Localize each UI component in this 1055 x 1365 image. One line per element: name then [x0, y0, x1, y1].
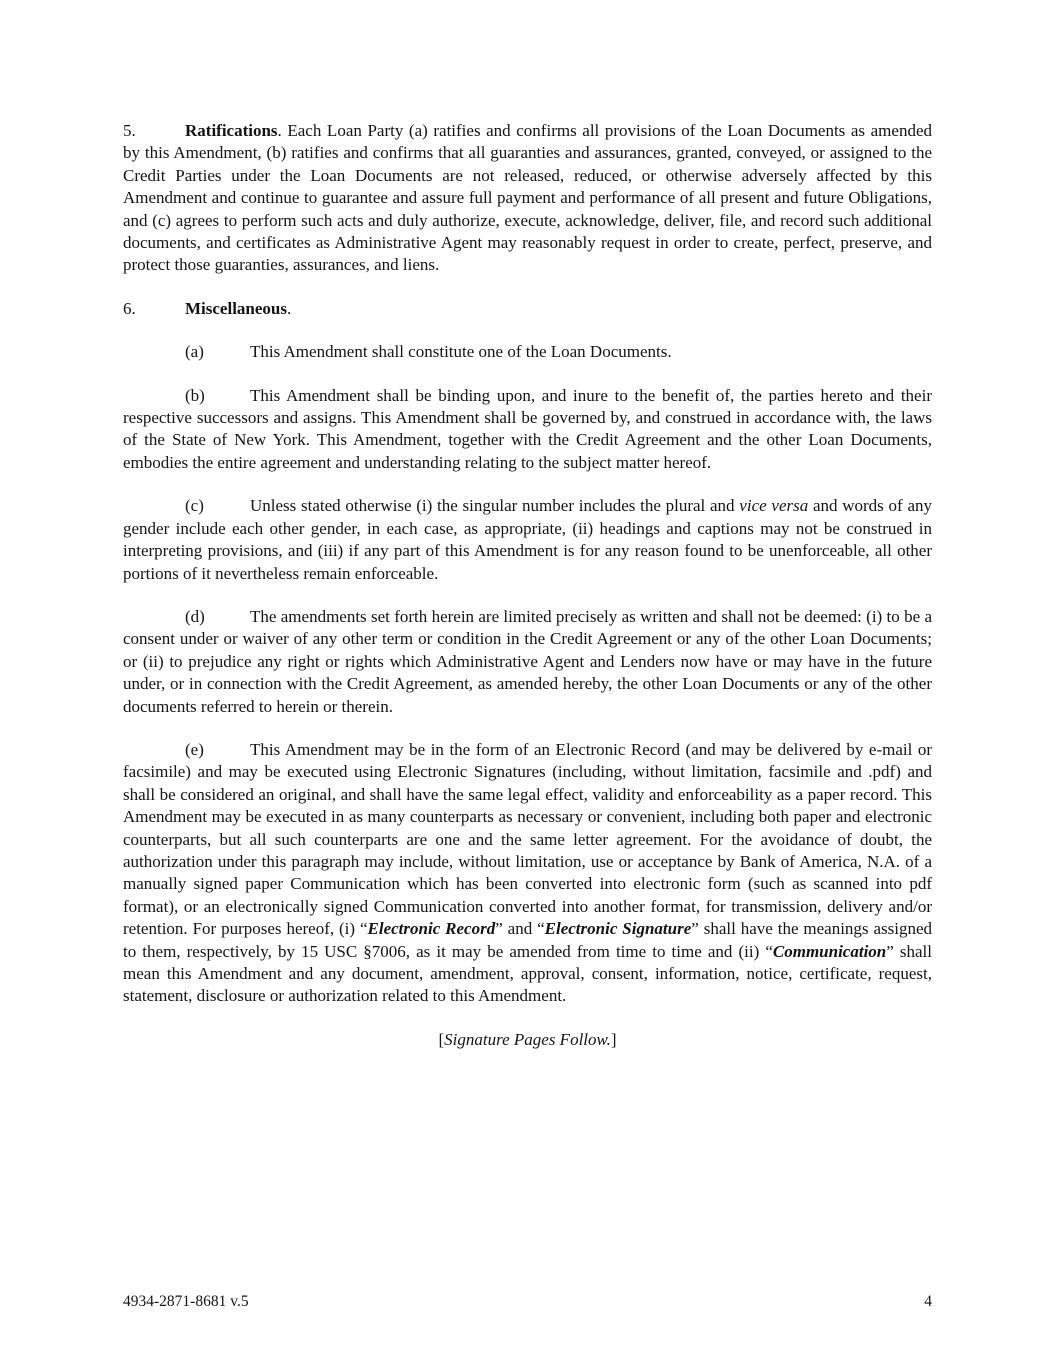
subsection-text: This Amendment shall be binding upon, and inure to the benefit of, the parties hereto and their respective successors and assigns. This Amendment shall be governed by, and construed in accordance with, the laws of the State of New York. This Amendment, together with the Credit Agreement and the other Loan Documents, embodies the entire agreement and understanding relating to the subject matter hereof.: [123, 385, 932, 472]
subsection-b: [123, 385, 932, 475]
subsection-text: Unless stated otherwise (i) the singular number includes the plural and: [250, 496, 740, 516]
page-footer: [123, 1292, 932, 1312]
bracket-close: ]: [610, 1029, 617, 1049]
paragraph-ratifications: [123, 120, 932, 277]
latin-term: vice versa: [739, 496, 809, 516]
defined-term-electronic-signature: Electronic Signature: [544, 919, 692, 939]
subsection-label: (c): [185, 496, 204, 516]
subsection-text: This Amendment may be in the form of an Electronic Record (and may be delivered by e-mail or facsimile) and may be executed using Electronic Signatures (including, without limitation, facsimile and .pdf) and shall be considered an original, and shall have the same legal effect, validity and enforceability as a paper record. This Amendment may be executed in as many counterparts as necessary or convenient, including both paper and electronic counterparts, but all such counterparts are one and the same letter agreement. For the avoidance of doubt, the authorization under this paragraph may include, without limitation, use or acceptance by Bank of America, N.A. of a manually signed paper Communication which has been converted into electronic form (such as scanned into pdf format), or an electronically signed Communication converted into another format, for transmission, delivery and/or retention. For purposes hereof, (i) “: [123, 739, 932, 939]
section-heading-miscellaneous: Miscellaneous: [185, 298, 287, 318]
subsection-label: (d): [185, 606, 205, 626]
subsection-text: ” shall mean this Amendment and any document, amendment, approval, consent, information, notice, certificate, request, statement, disclosure or authorization related to this Amendment.: [123, 941, 933, 1006]
subsection-label: (a): [185, 342, 204, 362]
subsection-d: [123, 606, 932, 718]
subsection-a: [123, 341, 932, 363]
subsection-e: [123, 739, 932, 1008]
footer-doc-id: 4934-2871-8681 v.5: [123, 1293, 249, 1310]
subsection-text: The amendments set forth herein are limited precisely as written and shall not be deemed: (i) to be a consent under or waiver of any other term or condition in the Credit Agreement or any of the other Loan Documents; or (ii) to prejudice any right or rights which Administrative Agent and Lenders now have or may have in the future under, or in connection with the Credit Agreement, as amended hereby, the other Loan Documents or any of the other documents referred to herein or therein.: [123, 606, 932, 716]
subsection-c: [123, 495, 932, 585]
signature-note-text: Signature Pages Follow.: [444, 1029, 611, 1049]
subsection-text: This Amendment shall constitute one of the Loan Documents.: [250, 342, 672, 362]
subsection-text: and words of any gender include each other gender, in each case, as appropriate, (ii) headings and captions may not be construed in interpreting provisions, and (iii) if any part of this Amendment is for any reason found to be unenforceable, all other portions of it nevertheless remain enforceable.: [123, 496, 932, 583]
paragraph-miscellaneous: [123, 298, 932, 320]
footer-page-number: 4: [924, 1293, 932, 1310]
subsection-text: ” and “: [495, 919, 545, 939]
subsection-label: (e): [185, 739, 204, 759]
signature-pages-note: [123, 1029, 932, 1051]
subsection-label: (b): [185, 385, 205, 405]
defined-term-communication: Communication: [772, 941, 887, 961]
defined-term-electronic-record: Electronic Record: [367, 919, 496, 939]
document-body: [123, 120, 932, 1072]
section-number: 5.: [123, 121, 136, 140]
paragraph-text: .: [287, 298, 292, 318]
bracket-open: [: [438, 1029, 445, 1049]
section-number: 6.: [123, 298, 136, 318]
subsection-text: ” shall have the meanings assigned to them, respectively, by 15 USC §7006, as it may be amended from time to time and (ii) “: [123, 919, 932, 961]
paragraph-text: . Each Loan Party (a) ratifies and confirms all provisions of the Loan Documents as amended by this Amendment, (b) ratifies and confirms that all guaranties and assurances, granted, conveyed, or assigned to the Credit Parties under the Loan Documents are not released, reduced, or otherwise adversely affected by this Amendment and continue to guarantee and assure full payment and performance of all present and future Obligations, and (c) agrees to perform such acts and duly authorize, execute, acknowledge, deliver, file, and record such additional documents, and certificates as Administrative Agent may reasonably request in order to create, perfect, preserve, and protect those guaranties, assurances, and liens.: [123, 121, 932, 275]
section-heading-ratifications: Ratifications: [185, 121, 278, 140]
